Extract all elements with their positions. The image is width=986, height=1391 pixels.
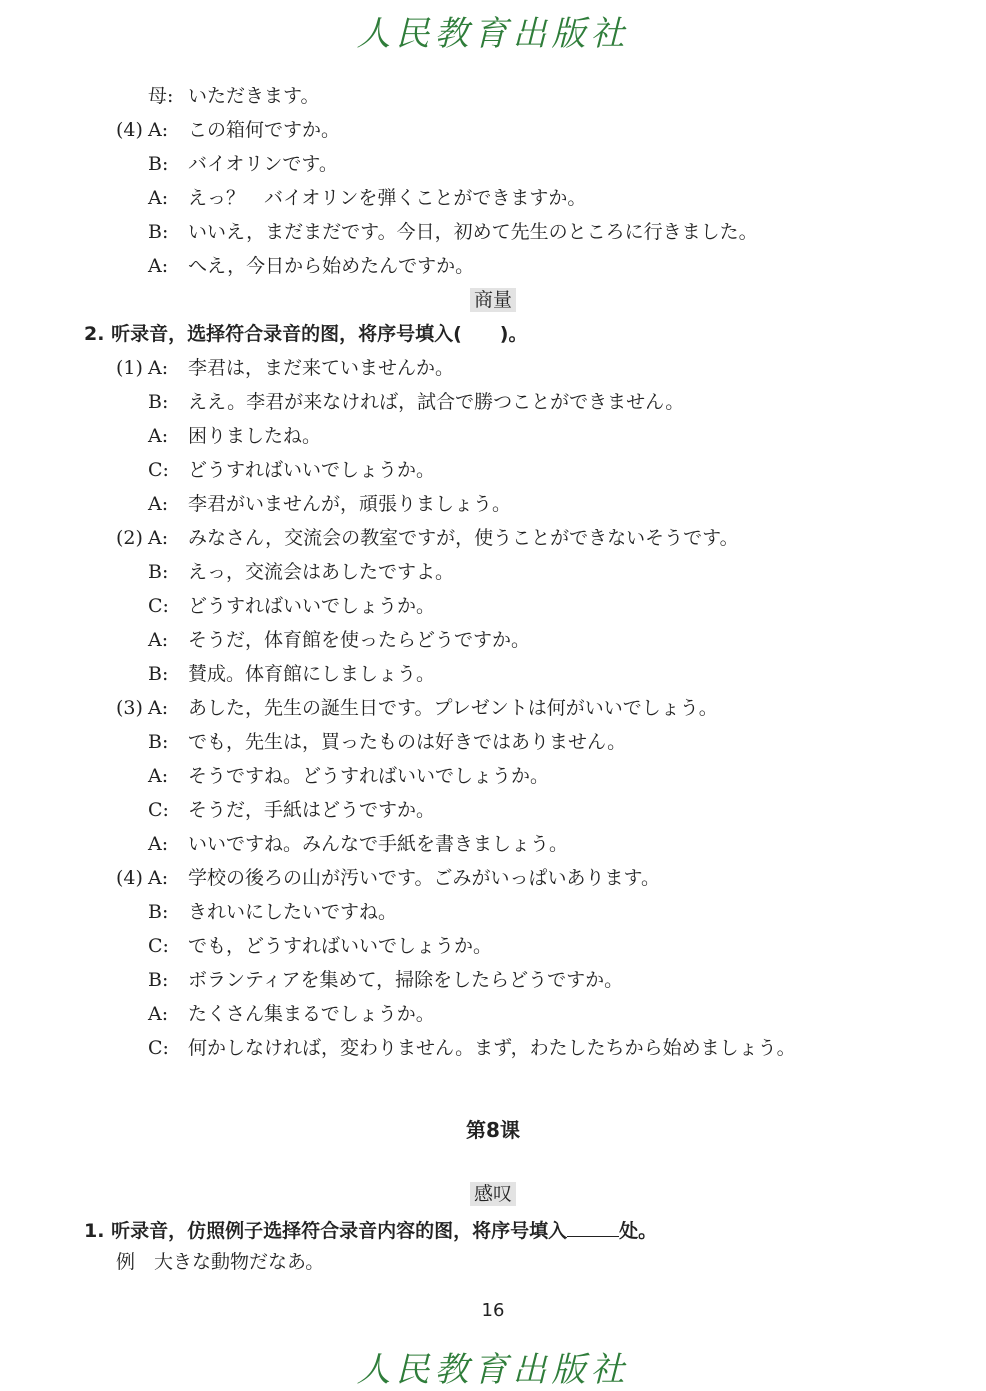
question-instruction (84, 322, 527, 346)
dialog-line (148, 798, 435, 822)
dialog-number: (1) (116, 357, 143, 379)
publisher-logo-top: 人民教育出版社 (356, 14, 630, 54)
line-text: えっ？ バイオリンを弾くことができますか。 (188, 187, 587, 209)
dialog-number: (4) (116, 867, 143, 889)
speaker-label: A: (148, 119, 169, 141)
line-text: いいですね。みんなで手紙を書きましょう。 (188, 833, 569, 855)
speaker-label: A: (148, 357, 169, 379)
answer-blank (567, 1218, 619, 1237)
dialog-line (148, 152, 338, 176)
question-text: 听录音，仿照例子选择符合录音内容的图，将序号填入 (111, 1220, 568, 1242)
dialog-number: (3) (116, 697, 143, 719)
speaker-label: B: (148, 391, 169, 413)
line-text: どうすればいいでしょうか。 (188, 459, 436, 481)
dialog-line (148, 1036, 796, 1060)
line-text: いいえ，まだまだです。今日，初めて先生のところに行きました。 (188, 221, 758, 243)
speaker-label: A: (148, 425, 169, 447)
line-text: そうだ，体育館を使ったらどうですか。 (188, 629, 531, 651)
question-text-end: 处。 (619, 1220, 658, 1242)
dialog-line (148, 84, 319, 108)
example-label: 例 (116, 1251, 136, 1273)
dialog-line (148, 594, 435, 618)
page-number: 16 (481, 1300, 505, 1321)
dialog-line (148, 186, 586, 210)
line-text: バイオリンです。 (188, 153, 338, 175)
section-heading (0, 1182, 986, 1206)
dialog-line (148, 220, 758, 244)
speaker-label: C: (148, 1037, 169, 1059)
speaker-label: A: (148, 1003, 169, 1025)
speaker-label: C: (148, 595, 169, 617)
dialog-line (148, 696, 718, 720)
speaker-label: C: (148, 799, 169, 821)
line-text: ええ。李君が来なければ，試合で勝つことができません。 (188, 391, 685, 413)
speaker-label: B: (148, 221, 169, 243)
speaker-label: B: (148, 731, 169, 753)
line-text: ボランティアを集めて，掃除をしたらどうですか。 (188, 969, 624, 991)
speaker-label: C: (148, 935, 169, 957)
dialog-line (148, 934, 492, 958)
dialog-line (148, 900, 397, 924)
dialog-line (148, 1002, 435, 1026)
question-instruction (84, 1218, 657, 1243)
speaker-label: A: (148, 765, 169, 787)
line-text: あした，先生の誕生日です。プレゼントは何がいいでしょう。 (188, 697, 718, 719)
section-tag: 商量 (470, 288, 516, 312)
dialog-line (148, 832, 568, 856)
question-number: 1. (84, 1220, 105, 1242)
question-text: 听录音，选择符合录音的图，将序号填入( )。 (111, 323, 528, 345)
dialog-line (148, 254, 474, 278)
dialog-line (148, 492, 511, 516)
speaker-label: B: (148, 663, 169, 685)
speaker-label: B: (148, 969, 169, 991)
dialog-line (148, 730, 626, 754)
dialog-line (148, 526, 739, 550)
line-text: でも，どうすればいいでしょうか。 (188, 935, 493, 957)
example-line (116, 1250, 324, 1274)
section-tag: 感叹 (470, 1182, 516, 1206)
dialog-line (148, 560, 454, 584)
example-text: 大きな動物だなあ。 (154, 1251, 325, 1273)
dialog-line (148, 866, 660, 890)
speaker-label: A: (148, 187, 169, 209)
line-text: 李君がいませんが，頑張りましょう。 (188, 493, 512, 515)
speaker-label: 母: (148, 85, 174, 107)
question-number: 2. (84, 323, 105, 345)
line-text: いただきます。 (188, 85, 320, 107)
line-text: きれいにしたいですね。 (188, 901, 398, 923)
line-text: でも，先生は，買ったものは好きではありません。 (188, 731, 627, 753)
speaker-label: A: (148, 833, 169, 855)
line-text: みなさん，交流会の教室ですが，使うことができないそうです。 (188, 527, 739, 549)
dialog-line (148, 390, 684, 414)
dialog-line (148, 764, 549, 788)
lesson-title: 第8课 (466, 1118, 520, 1142)
speaker-label: A: (148, 629, 169, 651)
dialog-line (148, 118, 340, 142)
speaker-label: A: (148, 255, 169, 277)
line-text: えっ，交流会はあしたですよ。 (188, 561, 455, 583)
dialog-line (148, 458, 435, 482)
speaker-label: B: (148, 561, 169, 583)
line-text: この箱何ですか。 (188, 119, 341, 141)
line-text: 賛成。体育館にしましょう。 (188, 663, 436, 685)
line-text: たくさん集まるでしょうか。 (188, 1003, 435, 1025)
section-heading (0, 288, 986, 312)
speaker-label: A: (148, 697, 169, 719)
dialog-line (148, 662, 435, 686)
speaker-label: B: (148, 153, 169, 175)
dialog-line (148, 628, 530, 652)
line-text: そうですね。どうすればいいでしょうか。 (188, 765, 550, 787)
speaker-label: C: (148, 459, 169, 481)
speaker-label: A: (148, 867, 169, 889)
line-text: どうすればいいでしょうか。 (188, 595, 436, 617)
line-text: 李君は，まだ来ていませんか。 (188, 357, 455, 379)
line-text: 学校の後ろの山が汚いです。ごみがいっぱいあります。 (188, 867, 660, 889)
line-text: 困りましたね。 (188, 425, 322, 447)
line-text: へえ，今日から始めたんですか。 (188, 255, 475, 277)
publisher-logo-bottom: 人民教育出版社 (356, 1350, 630, 1390)
speaker-label: A: (148, 527, 169, 549)
dialog-line (148, 356, 454, 380)
line-text: そうだ，手紙はどうですか。 (188, 799, 436, 821)
line-text: 何かしなければ，変わりません。まず，わたしたちから始めましょう。 (188, 1037, 796, 1059)
dialog-line (148, 424, 321, 448)
speaker-label: A: (148, 493, 169, 515)
dialog-number: (2) (116, 527, 143, 549)
speaker-label: B: (148, 901, 169, 923)
dialog-line (148, 968, 623, 992)
dialog-number: (4) (116, 119, 143, 141)
